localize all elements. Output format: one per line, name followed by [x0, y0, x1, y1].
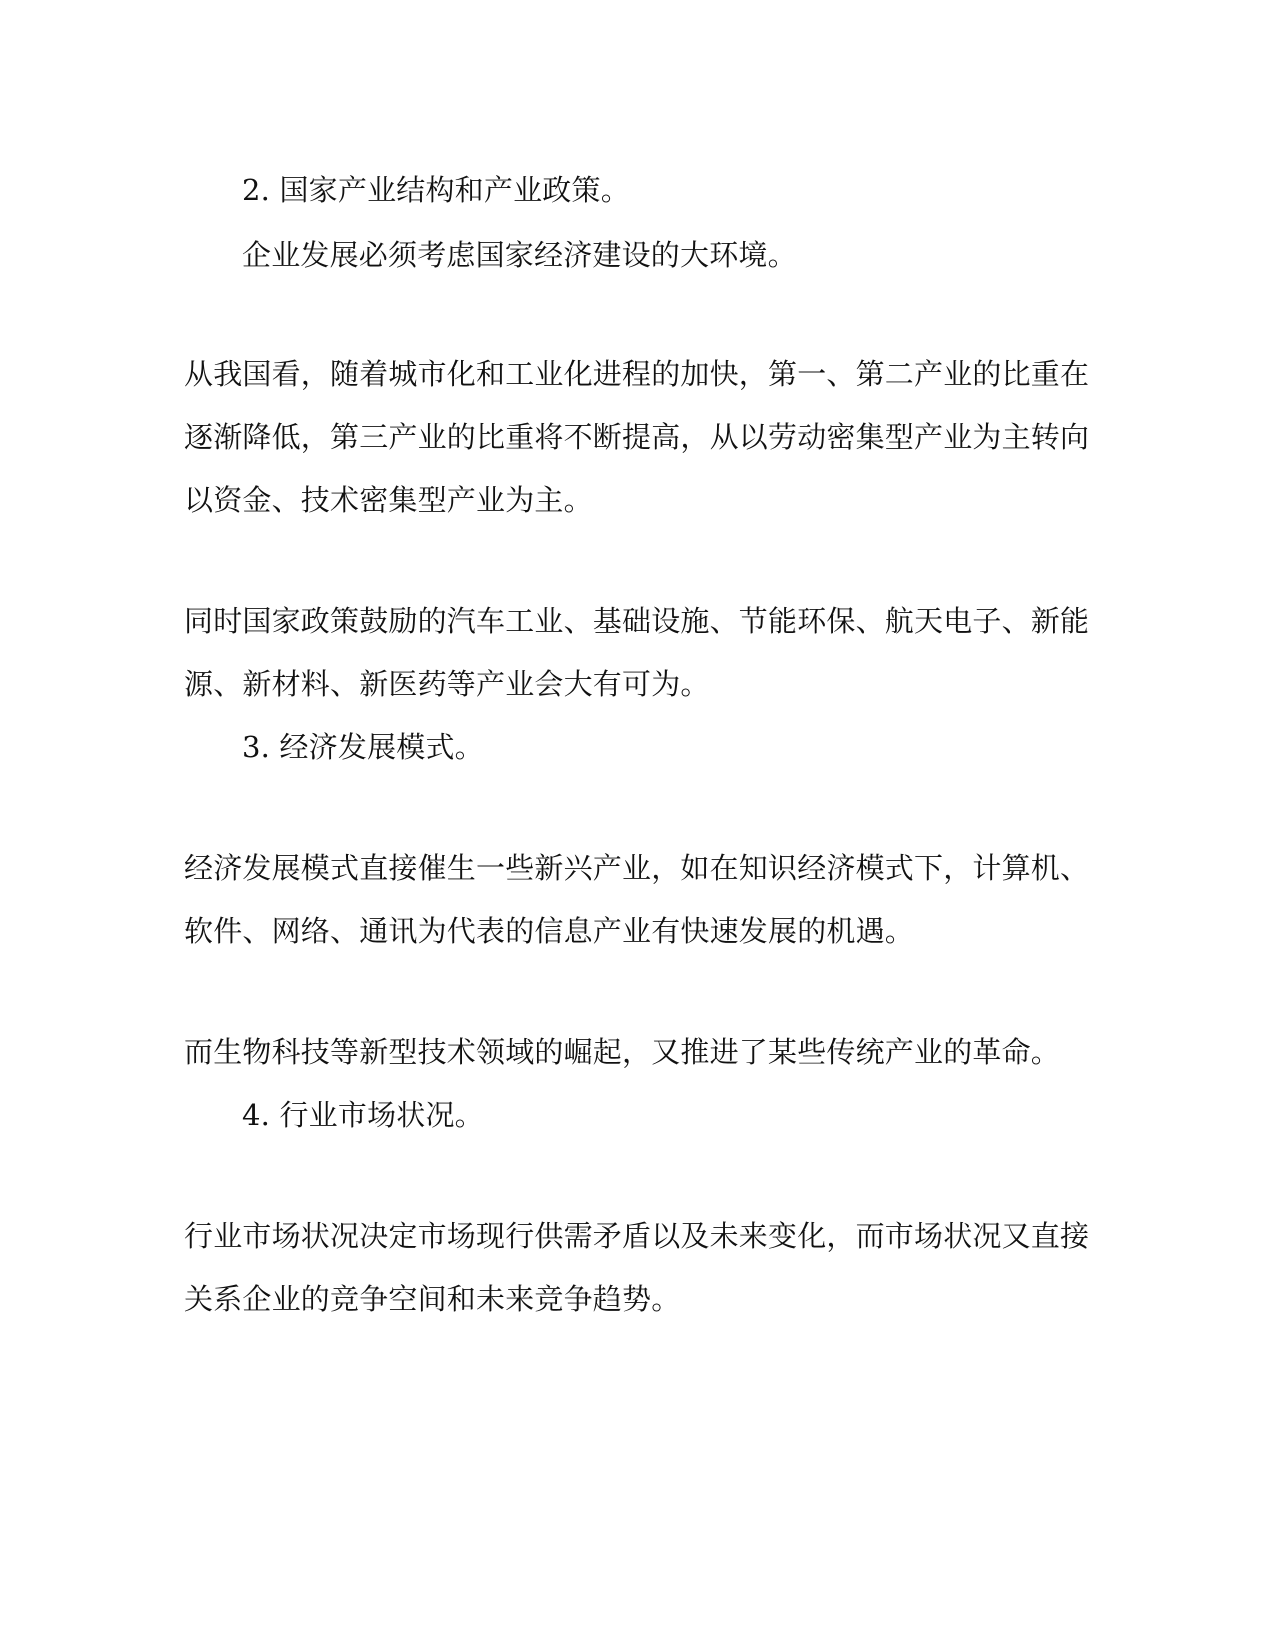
section-heading-market-status: 4. 行业市场状况。 [242, 1098, 484, 1132]
paragraph-line: 行业市场状况决定市场现行供需矛盾以及未来变化，而市场状况又直接 [184, 1219, 1090, 1253]
paragraph-line: 经济发展模式直接催生一些新兴产业，如在知识经济模式下，计算机、 [184, 851, 1090, 885]
paragraph-line: 企业发展必须考虑国家经济建设的大环境。 [242, 238, 797, 272]
paragraph-line: 逐渐降低，第三产业的比重将不断提高，从以劳动密集型产业为主转向 [184, 420, 1090, 454]
paragraph-line: 而生物科技等新型技术领域的崛起，又推进了某些传统产业的革命。 [184, 1035, 1061, 1069]
paragraph-line: 关系企业的竞争空间和未来竞争趋势。 [184, 1282, 681, 1316]
section-heading-industry-policy: 2. 国家产业结构和产业政策。 [242, 173, 630, 207]
section-heading-economic-model: 3. 经济发展模式。 [242, 730, 484, 764]
paragraph-line: 以资金、技术密集型产业为主。 [184, 483, 593, 517]
paragraph-line: 从我国看，随着城市化和工业化进程的加快，第一、第二产业的比重在 [184, 357, 1090, 391]
paragraph-line: 软件、网络、通讯为代表的信息产业有快速发展的机遇。 [184, 914, 915, 948]
paragraph-line: 同时国家政策鼓励的汽车工业、基础设施、节能环保、航天电子、新能 [184, 604, 1090, 638]
paragraph-line: 源、新材料、新医药等产业会大有可为。 [184, 667, 710, 701]
